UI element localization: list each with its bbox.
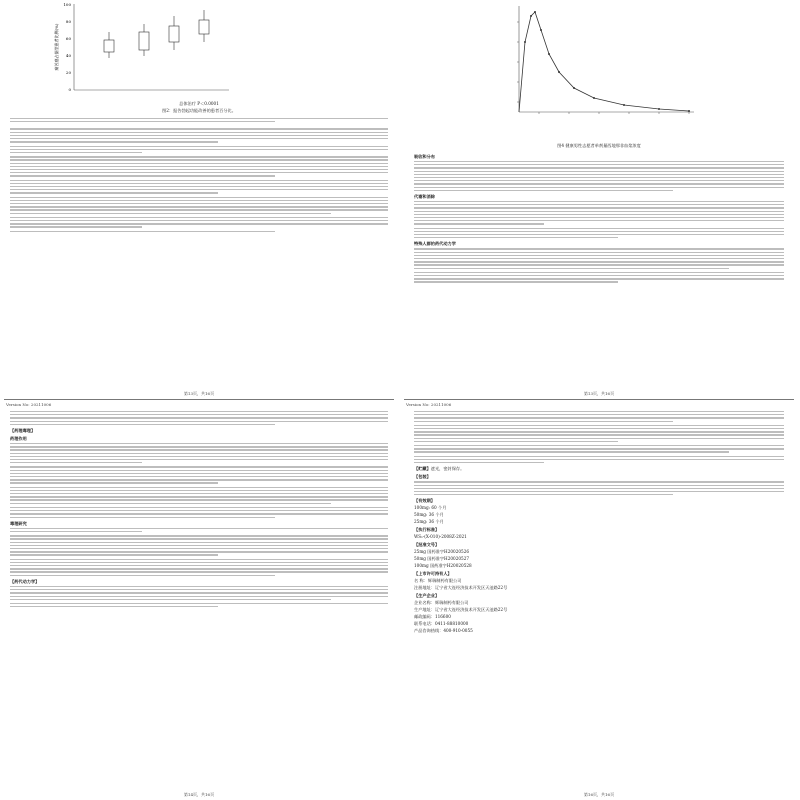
subsection-heading: 药理作用 bbox=[10, 436, 27, 442]
packaging-label: 【包装】 bbox=[414, 474, 431, 480]
validity-line: 25mg: 36 个月 bbox=[414, 519, 444, 525]
y-tick: 0 bbox=[68, 87, 71, 92]
section-heading: 吸收和分布 bbox=[414, 154, 435, 159]
manufacturer-label: 【生产企业】 bbox=[414, 593, 440, 599]
section-heading: 特殊人群的药代动力学 bbox=[414, 241, 456, 247]
y-tick: 40 bbox=[65, 53, 71, 58]
validity-label: 【有效期】 bbox=[414, 498, 435, 504]
version-number: Version No: 20211006 bbox=[6, 402, 52, 407]
figure-4-caption: 图4 健康男性志愿者单剂量西地那非血浆浓度 bbox=[557, 143, 641, 148]
y-tick: 20 bbox=[65, 70, 71, 75]
subsection-heading: 【药代动力学】 bbox=[10, 578, 40, 584]
subsection-heading: 毒理研究 bbox=[10, 520, 27, 526]
page-number: 第13页，共16页 bbox=[183, 391, 215, 396]
storage-heading bbox=[414, 466, 784, 472]
box-group-2 bbox=[169, 26, 179, 42]
box-series bbox=[104, 10, 209, 58]
box-group-1 bbox=[139, 32, 149, 50]
data-points bbox=[524, 11, 690, 112]
approval-line: 50mg 国药准字H20020527 bbox=[414, 556, 470, 562]
body-text bbox=[414, 152, 784, 286]
mah-line: 名 称：辉瑞制药有限公司 bbox=[414, 578, 462, 584]
manufacturer-line: 生产地址：辽宁省大连经济技术开发区天池路22号 bbox=[414, 607, 508, 613]
document-page-2 bbox=[404, 0, 794, 398]
storage-value: 遮光，密封保存。 bbox=[430, 466, 465, 472]
page-divider bbox=[4, 399, 394, 400]
version-number: Version No: 20211006 bbox=[406, 402, 452, 407]
document-page-1 bbox=[4, 0, 394, 398]
document-page-3 bbox=[4, 401, 394, 799]
figure-2-chart bbox=[44, 2, 244, 102]
box-placebo bbox=[104, 40, 114, 52]
page-number: 第14页，共16页 bbox=[183, 792, 215, 797]
y-tick: 60 bbox=[65, 36, 71, 41]
body-text bbox=[10, 118, 388, 235]
box-group-3 bbox=[199, 20, 209, 34]
manufacturer-line: 联系电话：0411-88810000 bbox=[414, 621, 469, 627]
figure-2-caption: 图2：报告勃起功能改善的患者百分比。 bbox=[162, 108, 236, 113]
page-number: 第13页，共16页 bbox=[583, 391, 615, 396]
validity-line: 50mg: 36 个月 bbox=[414, 512, 444, 518]
page-divider bbox=[404, 399, 794, 400]
y-tick: 100 bbox=[63, 2, 71, 7]
approval-line: 100mg 国药准字H20020528 bbox=[414, 563, 472, 569]
x-ticks bbox=[539, 112, 689, 114]
standard-label: 【执行标准】 bbox=[414, 527, 440, 533]
manufacturer-line: 产品咨询热线：400-910-0055 bbox=[414, 628, 473, 634]
page-number: 第16页，共16页 bbox=[583, 792, 615, 797]
standard-value: WS₁-(X-010)-2008Z-2021 bbox=[414, 534, 467, 540]
body-text bbox=[10, 411, 388, 610]
mah-line: 注册地址：辽宁省大连经济技术开发区天池路22号 bbox=[414, 585, 508, 591]
section-heading: 代谢和消除 bbox=[414, 193, 435, 199]
section-heading: 【药理毒理】 bbox=[10, 428, 36, 434]
y-tick: 80 bbox=[65, 19, 71, 24]
document-page-4 bbox=[404, 401, 794, 799]
validity-line: 100mg: 60 个月 bbox=[414, 505, 447, 511]
concentration-curve bbox=[519, 12, 689, 112]
approval-line: 25mg 国药准字H20020526 bbox=[414, 549, 470, 555]
manufacturer-line: 邮政编码：116600 bbox=[414, 614, 451, 620]
mah-label: 【上市许可持有人】 bbox=[414, 571, 452, 577]
approval-label: 【批准文号】 bbox=[414, 542, 440, 548]
y-axis-label: 痛苦感占据型患者比例(%) bbox=[54, 23, 59, 71]
figure-4-chart bbox=[499, 2, 699, 122]
body-text bbox=[414, 411, 784, 635]
storage-label: 【贮藏】 bbox=[414, 466, 431, 472]
manufacturer-line: 企业名称：辉瑞制药有限公司 bbox=[414, 600, 469, 606]
figure-2-overall-p: 总体治疗 P＜0.0001 bbox=[179, 101, 219, 106]
